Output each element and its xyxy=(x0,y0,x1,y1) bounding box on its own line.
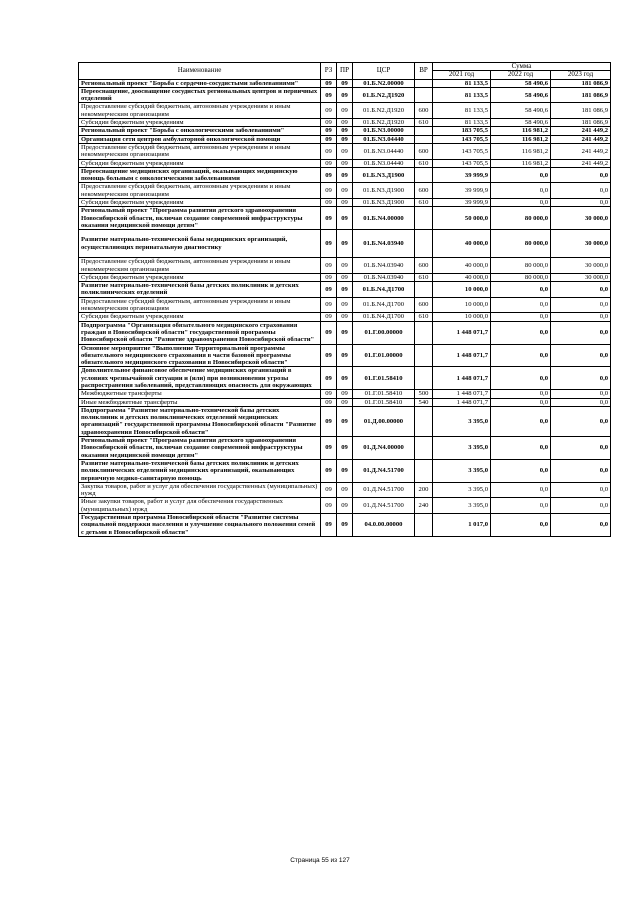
cell-pr: 09 xyxy=(337,498,353,514)
table-row xyxy=(79,119,611,127)
cell-y2022: 0,0 xyxy=(491,183,551,199)
cell-pr: 09 xyxy=(337,87,353,103)
cell-name: Предоставление субсидий бюджетным, автономным учреждениям и иным некоммерческим организациям xyxy=(79,103,321,119)
cell-rz: 09 xyxy=(321,199,337,207)
cell-csr: 01.Д.N4.51700 xyxy=(353,482,415,498)
cell-vr xyxy=(415,437,433,460)
table-row xyxy=(79,207,611,230)
cell-csr: 01.Б.N2.Д1920 xyxy=(353,87,415,103)
cell-y2023: 0,0 xyxy=(551,406,611,436)
cell-name: Развитие материально-технической базы детских поликлиник и детских поликлинических отделений медицинских организаций, оказывающих первичную медико-санитарную помощь xyxy=(79,459,321,482)
cell-y2022: 58 490,6 xyxy=(491,119,551,127)
cell-pr: 09 xyxy=(337,344,353,367)
cell-y2022: 0,0 xyxy=(491,459,551,482)
cell-y2023: 0,0 xyxy=(551,437,611,460)
cell-name: Субсидии бюджетным учреждениям xyxy=(79,273,321,281)
cell-rz: 09 xyxy=(321,459,337,482)
col-header-pr: ПР xyxy=(337,63,353,80)
cell-y2023: 0,0 xyxy=(551,367,611,390)
cell-name: Закупка товаров, работ и услуг для обеспечения государственных (муниципальных) нужд xyxy=(79,482,321,498)
cell-csr: 01.Б.N4.03940 xyxy=(353,230,415,258)
table-body xyxy=(79,79,611,536)
cell-csr: 01.Б.N2.Д1920 xyxy=(353,119,415,127)
table-row xyxy=(79,406,611,436)
cell-csr: 01.Б.N3.Д1900 xyxy=(353,199,415,207)
cell-y2023: 30 000,0 xyxy=(551,258,611,274)
cell-rz: 09 xyxy=(321,159,337,167)
col-header-rz: РЗ xyxy=(321,63,337,80)
table-row xyxy=(79,273,611,281)
cell-csr: 01.Б.N3.00000 xyxy=(353,127,415,135)
cell-y2021: 10 000,0 xyxy=(433,282,491,298)
cell-rz: 09 xyxy=(321,167,337,183)
cell-vr xyxy=(415,282,433,298)
cell-y2023: 0,0 xyxy=(551,183,611,199)
cell-vr xyxy=(415,459,433,482)
cell-y2021: 143 705,5 xyxy=(433,159,491,167)
cell-rz: 09 xyxy=(321,119,337,127)
table-row xyxy=(79,135,611,143)
cell-vr xyxy=(415,406,433,436)
col-header-2023: 2023 год xyxy=(551,71,611,79)
cell-name: Субсидии бюджетным учреждениям xyxy=(79,313,321,321)
cell-y2022: 0,0 xyxy=(491,297,551,313)
cell-y2023: 0,0 xyxy=(551,459,611,482)
cell-pr: 09 xyxy=(337,459,353,482)
cell-y2021: 1 448 071,7 xyxy=(433,344,491,367)
cell-pr: 09 xyxy=(337,321,353,344)
cell-vr xyxy=(415,514,433,537)
cell-name: Переоснащение, дооснащение сосудистых региональных центров и первичных отделений xyxy=(79,87,321,103)
cell-name: Межбюджетные трансферты xyxy=(79,390,321,398)
table-row xyxy=(79,297,611,313)
table-row xyxy=(79,437,611,460)
cell-y2021: 3 395,0 xyxy=(433,482,491,498)
col-header-sum: Сумма xyxy=(433,63,611,71)
cell-y2021: 40 000,0 xyxy=(433,230,491,258)
cell-y2022: 0,0 xyxy=(491,167,551,183)
cell-vr: 610 xyxy=(415,313,433,321)
cell-vr xyxy=(415,79,433,87)
cell-name: Субсидии бюджетным учреждениям xyxy=(79,199,321,207)
cell-vr xyxy=(415,321,433,344)
cell-rz: 09 xyxy=(321,135,337,143)
cell-y2021: 81 133,5 xyxy=(433,119,491,127)
col-header-name: Наименование xyxy=(79,63,321,80)
cell-rz: 09 xyxy=(321,398,337,406)
cell-y2021: 183 705,5 xyxy=(433,127,491,135)
cell-rz: 09 xyxy=(321,367,337,390)
cell-y2022: 0,0 xyxy=(491,514,551,537)
cell-y2023: 0,0 xyxy=(551,321,611,344)
cell-name: Развитие материально-технической базы медицинских организаций, осуществляющих перинатальную диагностику xyxy=(79,230,321,258)
cell-vr xyxy=(415,344,433,367)
cell-y2022: 116 981,2 xyxy=(491,135,551,143)
cell-vr xyxy=(415,207,433,230)
cell-vr: 610 xyxy=(415,159,433,167)
cell-y2022: 80 000,0 xyxy=(491,258,551,274)
cell-y2022: 0,0 xyxy=(491,344,551,367)
table-header xyxy=(79,63,611,80)
cell-rz: 09 xyxy=(321,297,337,313)
table-row xyxy=(79,87,611,103)
table-row xyxy=(79,344,611,367)
cell-y2022: 0,0 xyxy=(491,437,551,460)
cell-rz: 09 xyxy=(321,103,337,119)
table-row xyxy=(79,127,611,135)
cell-vr xyxy=(415,367,433,390)
cell-y2023: 181 086,9 xyxy=(551,87,611,103)
cell-csr: 01.Б.N4.Д1700 xyxy=(353,282,415,298)
cell-pr: 09 xyxy=(337,282,353,298)
cell-y2021: 1 448 071,7 xyxy=(433,367,491,390)
table-row xyxy=(79,398,611,406)
cell-name: Иные закупки товаров, работ и услуг для обеспечения государственных (муниципальных) нужд xyxy=(79,498,321,514)
cell-y2021: 39 999,9 xyxy=(433,199,491,207)
cell-y2021: 143 705,5 xyxy=(433,143,491,159)
cell-name: Региональный проект "Борьба с сердечно-сосудистыми заболеваниями" xyxy=(79,79,321,87)
cell-y2023: 0,0 xyxy=(551,514,611,537)
cell-y2022: 58 490,6 xyxy=(491,87,551,103)
cell-vr: 600 xyxy=(415,143,433,159)
cell-y2021: 10 000,0 xyxy=(433,313,491,321)
cell-vr xyxy=(415,127,433,135)
cell-y2023: 0,0 xyxy=(551,167,611,183)
cell-pr: 09 xyxy=(337,390,353,398)
cell-y2021: 3 395,0 xyxy=(433,498,491,514)
cell-name: Иные межбюджетные трансферты xyxy=(79,398,321,406)
cell-pr: 09 xyxy=(337,207,353,230)
cell-pr: 09 xyxy=(337,398,353,406)
cell-name: Региональный проект "Программа развития детского здравоохранения Новосибирской области, включая создание современной инфраструктуры оказания медицинской помощи детям" xyxy=(79,207,321,230)
table-row xyxy=(79,313,611,321)
cell-pr: 09 xyxy=(337,183,353,199)
cell-rz: 09 xyxy=(321,498,337,514)
table-row xyxy=(79,514,611,537)
cell-name: Подпрограмма "Развитие материально-технической базы детских поликлиник и детских поликлинических отделений медицинских организаций" государственной программы Новосибирской области "Развитие здравоохранения Новосибирской области" xyxy=(79,406,321,436)
cell-rz: 09 xyxy=(321,183,337,199)
cell-y2023: 0,0 xyxy=(551,482,611,498)
cell-csr: 01.Д.N4.51700 xyxy=(353,459,415,482)
cell-name: Предоставление субсидий бюджетным, автономным учреждениям и иным некоммерческим организациям xyxy=(79,143,321,159)
col-header-csr: ЦСР xyxy=(353,63,415,80)
cell-y2022: 0,0 xyxy=(491,199,551,207)
table-row xyxy=(79,103,611,119)
cell-rz: 09 xyxy=(321,143,337,159)
cell-pr: 09 xyxy=(337,135,353,143)
cell-y2021: 81 133,5 xyxy=(433,79,491,87)
col-header-2022: 2022 год xyxy=(491,71,551,79)
cell-y2021: 10 000,0 xyxy=(433,297,491,313)
cell-y2022: 80 000,0 xyxy=(491,230,551,258)
cell-vr: 500 xyxy=(415,390,433,398)
cell-pr: 09 xyxy=(337,437,353,460)
cell-csr: 01.Г.01.00000 xyxy=(353,344,415,367)
cell-y2023: 0,0 xyxy=(551,199,611,207)
cell-y2023: 0,0 xyxy=(551,498,611,514)
page-number: Страница 55 из 127 xyxy=(290,857,350,864)
cell-name: Региональный проект "Программа развития детского здравоохранения Новосибирской области, включая создание современной инфраструктуры оказания медицинской помощи детям" xyxy=(79,437,321,460)
budget-table xyxy=(78,62,611,537)
cell-vr: 610 xyxy=(415,273,433,281)
table-row xyxy=(79,258,611,274)
cell-pr: 09 xyxy=(337,230,353,258)
cell-rz: 09 xyxy=(321,437,337,460)
cell-csr: 01.Д.N4.51700 xyxy=(353,498,415,514)
cell-y2023: 30 000,0 xyxy=(551,273,611,281)
cell-vr xyxy=(415,87,433,103)
cell-vr: 600 xyxy=(415,103,433,119)
col-header-vr: ВР xyxy=(415,63,433,80)
table-row xyxy=(79,143,611,159)
cell-vr: 600 xyxy=(415,297,433,313)
cell-y2023: 0,0 xyxy=(551,313,611,321)
cell-csr: 01.Б.N4.03940 xyxy=(353,273,415,281)
table-row xyxy=(79,183,611,199)
cell-pr: 09 xyxy=(337,297,353,313)
cell-y2022: 116 981,2 xyxy=(491,127,551,135)
cell-y2021: 143 705,5 xyxy=(433,135,491,143)
cell-csr: 01.Г.01.58410 xyxy=(353,398,415,406)
cell-name: Организация сети центров амбулаторной онкологической помощи xyxy=(79,135,321,143)
table-row xyxy=(79,167,611,183)
cell-pr: 09 xyxy=(337,199,353,207)
cell-y2022: 0,0 xyxy=(491,498,551,514)
table-row xyxy=(79,482,611,498)
cell-pr: 09 xyxy=(337,103,353,119)
cell-csr: 01.Д.00.00000 xyxy=(353,406,415,436)
cell-name: Предоставление субсидий бюджетным, автономным учреждениям и иным некоммерческим организациям xyxy=(79,258,321,274)
cell-y2021: 40 000,0 xyxy=(433,258,491,274)
cell-pr: 09 xyxy=(337,482,353,498)
cell-y2021: 3 395,0 xyxy=(433,459,491,482)
cell-pr: 09 xyxy=(337,514,353,537)
cell-y2022: 0,0 xyxy=(491,398,551,406)
cell-y2022: 0,0 xyxy=(491,390,551,398)
cell-pr: 09 xyxy=(337,367,353,390)
cell-y2023: 0,0 xyxy=(551,282,611,298)
table-row xyxy=(79,459,611,482)
cell-csr: 04.0.00.00000 xyxy=(353,514,415,537)
cell-pr: 09 xyxy=(337,167,353,183)
cell-csr: 01.Б.N4.00000 xyxy=(353,207,415,230)
cell-name: Предоставление субсидий бюджетным, автономным учреждениям и иным некоммерческим организациям xyxy=(79,183,321,199)
table-row xyxy=(79,321,611,344)
cell-rz: 09 xyxy=(321,230,337,258)
cell-name: Региональный проект "Борьба с онкологическими заболеваниями" xyxy=(79,127,321,135)
cell-y2021: 50 000,0 xyxy=(433,207,491,230)
cell-name: Основное мероприятие "Выполнение Территориальной программы обязательного медицинского страхования в части базовой программы обязательного медицинского страхования в Новосибирской области" xyxy=(79,344,321,367)
cell-y2023: 0,0 xyxy=(551,344,611,367)
cell-y2022: 58 490,6 xyxy=(491,79,551,87)
cell-csr: 01.Б.N3.04440 xyxy=(353,135,415,143)
cell-csr: 01.Б.N3.Д1900 xyxy=(353,167,415,183)
cell-csr: 01.Г.01.58410 xyxy=(353,367,415,390)
cell-y2023: 241 449,2 xyxy=(551,135,611,143)
table-row xyxy=(79,367,611,390)
cell-y2023: 181 086,9 xyxy=(551,79,611,87)
cell-vr xyxy=(415,230,433,258)
cell-y2023: 0,0 xyxy=(551,297,611,313)
cell-rz: 09 xyxy=(321,273,337,281)
cell-y2023: 241 449,2 xyxy=(551,143,611,159)
cell-pr: 09 xyxy=(337,406,353,436)
cell-y2023: 0,0 xyxy=(551,398,611,406)
cell-name: Предоставление субсидий бюджетным, автономным учреждениям и иным некоммерческим организациям xyxy=(79,297,321,313)
cell-y2022: 0,0 xyxy=(491,282,551,298)
cell-y2023: 30 000,0 xyxy=(551,230,611,258)
cell-y2021: 40 000,0 xyxy=(433,273,491,281)
cell-name: Развитие материально-технической базы детских поликлиник и детских поликлинических отделений xyxy=(79,282,321,298)
cell-pr: 09 xyxy=(337,127,353,135)
table-row xyxy=(79,390,611,398)
cell-y2022: 116 981,2 xyxy=(491,143,551,159)
cell-csr: 01.Б.N2.Д1920 xyxy=(353,103,415,119)
cell-y2022: 80 000,0 xyxy=(491,273,551,281)
cell-csr: 01.Г.01.58410 xyxy=(353,390,415,398)
cell-vr: 200 xyxy=(415,482,433,498)
cell-y2022: 116 981,2 xyxy=(491,159,551,167)
cell-y2022: 80 000,0 xyxy=(491,207,551,230)
cell-y2021: 1 448 071,7 xyxy=(433,398,491,406)
cell-y2023: 0,0 xyxy=(551,390,611,398)
cell-y2023: 241 449,2 xyxy=(551,159,611,167)
cell-y2022: 0,0 xyxy=(491,313,551,321)
cell-y2021: 81 133,5 xyxy=(433,87,491,103)
cell-csr: 01.Б.N4.03940 xyxy=(353,258,415,274)
budget-sheet xyxy=(78,62,610,537)
cell-y2022: 0,0 xyxy=(491,367,551,390)
cell-vr: 610 xyxy=(415,119,433,127)
cell-y2023: 181 086,9 xyxy=(551,103,611,119)
cell-vr: 240 xyxy=(415,498,433,514)
cell-rz: 09 xyxy=(321,406,337,436)
cell-y2021: 1 448 071,7 xyxy=(433,321,491,344)
cell-vr xyxy=(415,135,433,143)
cell-name: Переоснащение медицинских организаций, оказывающих медицинскую помощь больным с онкологическими заболеваниями xyxy=(79,167,321,183)
cell-vr: 600 xyxy=(415,258,433,274)
cell-rz: 09 xyxy=(321,79,337,87)
cell-rz: 09 xyxy=(321,390,337,398)
cell-rz: 09 xyxy=(321,313,337,321)
cell-pr: 09 xyxy=(337,79,353,87)
cell-y2021: 39 999,9 xyxy=(433,183,491,199)
cell-name: Государственная программа Новосибирской области "Развитие системы социальной поддержки населения и улучшение социального положения семей с детьми в Новосибирской области" xyxy=(79,514,321,537)
cell-name: Субсидии бюджетным учреждениям xyxy=(79,119,321,127)
cell-y2022: 58 490,6 xyxy=(491,103,551,119)
cell-rz: 09 xyxy=(321,127,337,135)
cell-y2021: 1 017,0 xyxy=(433,514,491,537)
cell-csr: 01.Б.N2.00000 xyxy=(353,79,415,87)
cell-csr: 01.Б.N3.04440 xyxy=(353,143,415,159)
col-header-2021: 2021 год xyxy=(433,71,491,79)
table-row xyxy=(79,79,611,87)
cell-pr: 09 xyxy=(337,313,353,321)
table-row xyxy=(79,199,611,207)
cell-pr: 09 xyxy=(337,119,353,127)
cell-csr: 01.Б.N4.Д1700 xyxy=(353,313,415,321)
cell-vr: 600 xyxy=(415,183,433,199)
cell-csr: 01.Б.N3.Д1900 xyxy=(353,183,415,199)
cell-rz: 09 xyxy=(321,87,337,103)
table-row xyxy=(79,282,611,298)
table-row xyxy=(79,159,611,167)
cell-y2022: 0,0 xyxy=(491,321,551,344)
cell-csr: 01.Д.N4.00000 xyxy=(353,437,415,460)
cell-y2021: 39 999,9 xyxy=(433,167,491,183)
cell-y2021: 81 133,5 xyxy=(433,103,491,119)
cell-rz: 09 xyxy=(321,321,337,344)
cell-name: Дополнительное финансовое обеспечение медицинских организаций в условиях чрезвычайной ситуации и (или) при возникновении угрозы распространения заболеваний, представляющих опасность для окружающих xyxy=(79,367,321,390)
cell-csr: 01.Г.00.00000 xyxy=(353,321,415,344)
cell-y2021: 1 448 071,7 xyxy=(433,390,491,398)
cell-csr: 01.Б.N4.Д1700 xyxy=(353,297,415,313)
cell-pr: 09 xyxy=(337,159,353,167)
cell-vr: 540 xyxy=(415,398,433,406)
cell-name: Подпрограмма "Организация обязательного медицинского страхования граждан в Новосибирской области" государственной программы Новосибирской области "Развитие здравоохранения Новосибирской области" xyxy=(79,321,321,344)
cell-pr: 09 xyxy=(337,143,353,159)
cell-y2023: 241 449,2 xyxy=(551,127,611,135)
table-row xyxy=(79,498,611,514)
cell-rz: 09 xyxy=(321,282,337,298)
cell-rz: 09 xyxy=(321,482,337,498)
cell-vr xyxy=(415,167,433,183)
cell-rz: 09 xyxy=(321,207,337,230)
cell-rz: 09 xyxy=(321,344,337,367)
cell-rz: 09 xyxy=(321,258,337,274)
cell-y2023: 30 000,0 xyxy=(551,207,611,230)
cell-y2021: 3 395,0 xyxy=(433,437,491,460)
cell-pr: 09 xyxy=(337,258,353,274)
cell-y2022: 0,0 xyxy=(491,482,551,498)
cell-csr: 01.Б.N3.04440 xyxy=(353,159,415,167)
cell-y2021: 3 395,0 xyxy=(433,406,491,436)
cell-rz: 09 xyxy=(321,514,337,537)
cell-pr: 09 xyxy=(337,273,353,281)
table-row xyxy=(79,230,611,258)
cell-y2022: 0,0 xyxy=(491,406,551,436)
cell-y2023: 181 086,9 xyxy=(551,119,611,127)
cell-name: Субсидии бюджетным учреждениям xyxy=(79,159,321,167)
cell-vr: 610 xyxy=(415,199,433,207)
